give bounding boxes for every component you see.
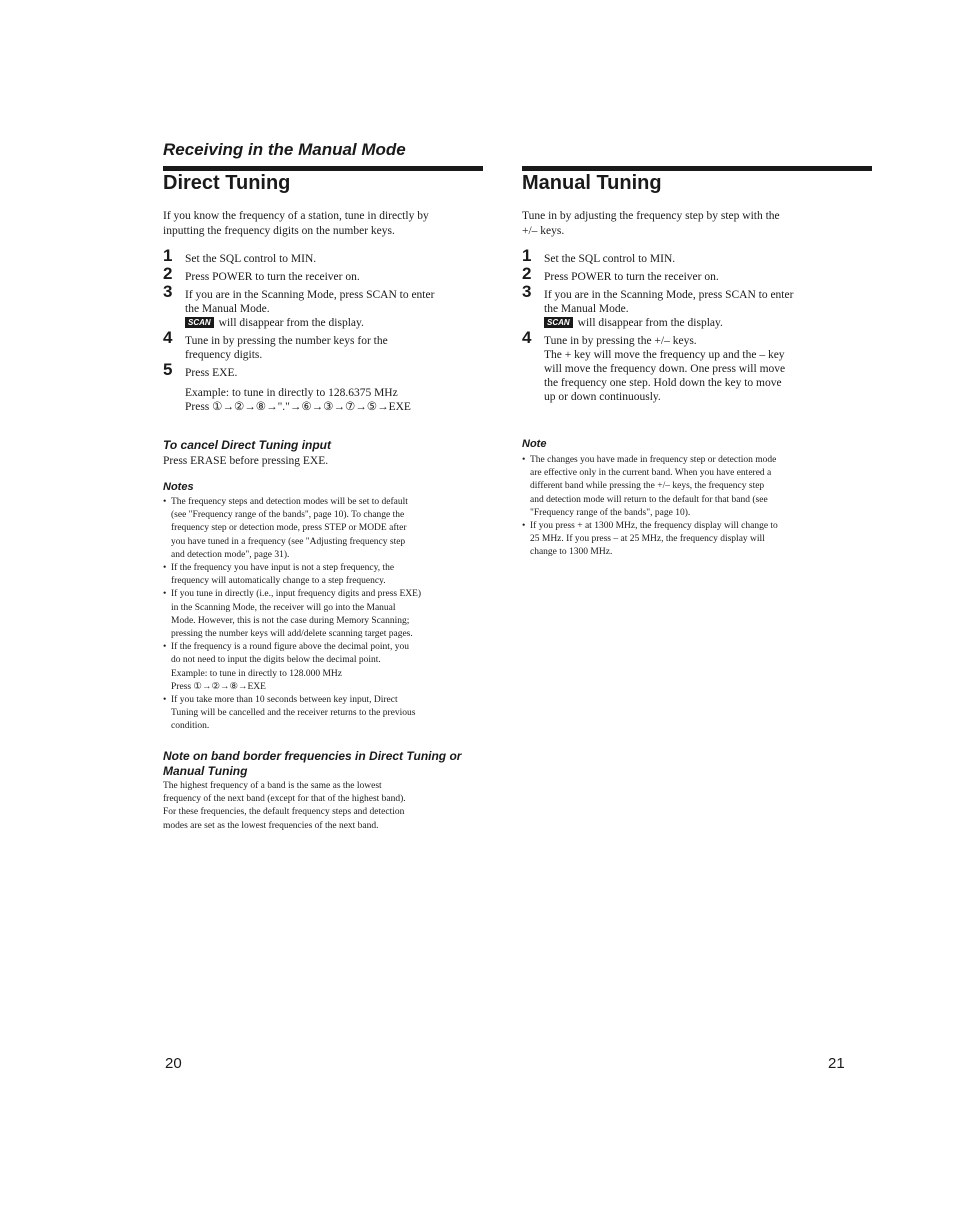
step-text: Set the SQL control to MIN.	[185, 253, 317, 265]
cancel-heading: To cancel Direct Tuning input	[163, 438, 332, 452]
note-item	[163, 588, 498, 641]
note-line: you have tuned in a frequency (see "Adjusting frequency step	[171, 536, 406, 547]
step-text: The + key will move the frequency up and the – key	[544, 349, 785, 361]
step-text: the frequency one step. Hold down the key to move	[544, 377, 782, 389]
note-line: "Frequency range of the bands", page 10).	[530, 507, 691, 518]
note-line: Tuning will be cancelled and the receiver returns to the previous	[171, 708, 416, 719]
step-text: frequency digits.	[185, 349, 263, 361]
left-intro	[163, 209, 493, 239]
note-line: • If you take more than 10 seconds between key input, Direct	[171, 695, 398, 706]
step-text: Press EXE.	[185, 367, 238, 379]
step-text: will move the frequency down. One press will move	[544, 363, 786, 375]
step-number: 1	[163, 246, 173, 265]
right-step-3	[522, 282, 867, 330]
note-line: change to 1300 MHz.	[530, 547, 613, 558]
right-notes-list	[522, 454, 867, 560]
note-line: frequency step or detection mode, press STEP or MODE after	[171, 523, 407, 534]
note-line: Example: to tune in directly to 128.000 MHz	[171, 668, 342, 679]
step-text: Set the SQL control to MIN.	[544, 253, 676, 265]
step-text: the Manual Mode.	[185, 303, 270, 315]
note-line: • If the frequency you have input is not a step frequency, the	[171, 563, 395, 574]
step-text: Press POWER to turn the receiver on.	[185, 271, 360, 283]
left-heading: Direct Tuning	[163, 172, 291, 194]
step-badge-line	[544, 316, 867, 330]
step-text: If you are in the Scanning Mode, press SCAN to enter	[185, 289, 435, 301]
right-step-2	[522, 264, 867, 284]
note-line: and detection mode", page 31).	[171, 549, 290, 560]
step-text: the Manual Mode.	[544, 303, 629, 315]
step-number: 1	[522, 246, 532, 265]
scan-indicator-icon: SCAN	[185, 317, 214, 328]
step-text: Example: to tune in directly to 128.6375 MHz	[185, 387, 398, 399]
step-number: 2	[163, 264, 173, 283]
note-line: are effective only in the current band. When you have entered a	[530, 468, 772, 479]
note-item	[163, 694, 498, 734]
right-step-4	[522, 328, 867, 404]
note-line: Press ①→②→⑧→EXE	[171, 681, 266, 692]
note-line: • If you tune in directly (i.e., input frequency digits and press EXE)	[171, 589, 422, 600]
cancel-text: Press ERASE before pressing EXE.	[163, 455, 329, 467]
step-text: will disappear from the display.	[218, 317, 364, 329]
note-line: • If the frequency is a round figure above the decimal point, you	[171, 642, 409, 653]
notes-heading: Notes	[163, 481, 194, 493]
scan-indicator-icon: SCAN	[544, 317, 573, 328]
step-text: Press ①→②→⑧→"."→⑥→③→⑦→⑤→EXE	[185, 401, 411, 413]
step-number: 5	[163, 360, 173, 379]
right-intro	[522, 209, 862, 239]
step-number: 3	[163, 282, 173, 301]
note-item	[163, 496, 498, 562]
band-heading-line: Note on band border frequencies in Direct Tuning or	[163, 749, 462, 763]
step-text: up or down continuously.	[544, 391, 661, 403]
note-line: • The changes you have made in frequency step or detection mode	[530, 455, 777, 465]
note-item	[163, 562, 498, 588]
note-line: • The frequency steps and detection modes will be set to default	[171, 497, 408, 507]
step-number: 4	[522, 328, 532, 347]
left-step-5	[163, 360, 493, 414]
right-heading: Manual Tuning	[522, 172, 662, 194]
band-border-heading	[163, 749, 503, 779]
step-text: If you are in the Scanning Mode, press SCAN to enter	[544, 289, 794, 301]
band-text-line: The highest frequency of a band is the same as the lowest	[163, 781, 382, 791]
step-number: 4	[163, 328, 173, 347]
band-heading-line: Manual Tuning	[163, 764, 248, 778]
note-line: condition.	[171, 721, 210, 732]
page-number-left: 20	[165, 1055, 182, 1072]
step-number: 3	[522, 282, 532, 301]
step-text: Press POWER to turn the receiver on.	[544, 271, 719, 283]
left-heading-rule	[163, 166, 483, 171]
left-intro-line: inputting the frequency digits on the number keys.	[163, 225, 395, 237]
step-badge-line	[185, 316, 493, 330]
left-step-2	[163, 264, 493, 284]
band-text-line: For these frequencies, the default frequency steps and detection	[163, 807, 405, 818]
note-line: 25 MHz. If you press – at 25 MHz, the frequency display will	[530, 534, 765, 545]
step-number: 2	[522, 264, 532, 283]
left-step-1	[163, 246, 493, 266]
right-note-heading: Note	[522, 438, 547, 450]
left-steps	[163, 246, 493, 418]
note-line: and detection mode will return to the default for that band (see	[530, 494, 768, 505]
left-intro-line: If you know the frequency of a station, tune in directly by	[163, 210, 429, 222]
left-step-4	[163, 328, 493, 362]
right-intro-line: Tune in by adjusting the frequency step by step with the	[522, 210, 780, 222]
note-line: • If you press + at 1300 MHz, the frequency display will change to	[530, 521, 778, 532]
step-text: Tune in by pressing the number keys for the	[185, 335, 388, 347]
note-item	[163, 641, 498, 694]
note-line: in the Scanning Mode, the receiver will go into the Manual	[171, 602, 396, 613]
band-text-line: modes are set as the lowest frequencies of the next band.	[163, 820, 379, 831]
section-title: Receiving in the Manual Mode	[163, 140, 406, 159]
note-item	[522, 454, 867, 520]
left-notes-list	[163, 496, 498, 734]
step-text: will disappear from the display.	[577, 317, 723, 329]
note-item	[522, 520, 867, 560]
page-number-right: 21	[828, 1055, 845, 1072]
band-text-line: frequency of the next band (except for that of the highest band).	[163, 794, 406, 805]
right-step-1	[522, 246, 867, 266]
right-intro-line: +/– keys.	[522, 225, 565, 237]
right-heading-rule	[522, 166, 872, 171]
note-line: do not need to input the digits below the decimal point.	[171, 655, 381, 666]
right-steps	[522, 246, 867, 408]
note-line: Mode. However, this is not the case during Memory Scanning;	[171, 615, 410, 626]
note-line: frequency will automatically change to a step frequency.	[171, 576, 386, 587]
note-line: pressing the number keys will add/delete scanning target pages.	[171, 629, 413, 640]
left-step-3	[163, 282, 493, 330]
band-border-text	[163, 780, 498, 833]
note-line: different band while pressing the +/– keys, the frequency step	[530, 481, 765, 492]
note-line: (see "Frequency range of the bands", page 10). To change the	[171, 510, 405, 521]
step-text: Tune in by pressing the +/– keys.	[544, 335, 697, 347]
